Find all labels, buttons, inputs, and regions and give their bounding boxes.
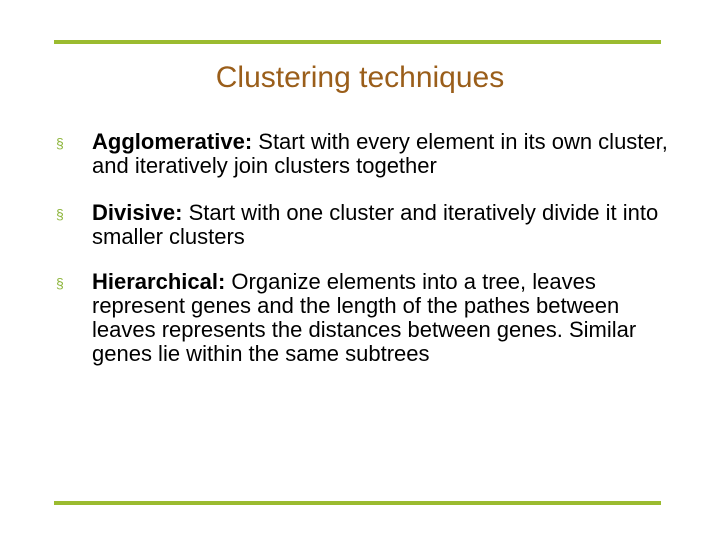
bottom-divider bbox=[54, 501, 661, 505]
bullet-text bbox=[92, 201, 672, 249]
bullet-term: Divisive: bbox=[92, 200, 183, 225]
bullet-marker-icon: § bbox=[56, 135, 64, 151]
bullet-description: Organize elements into a tree, leaves represent genes and the length of the pathes between leaves represents the distances between genes. Similar genes lie within the same subtrees bbox=[92, 269, 637, 366]
bullet-term: Agglomerative: bbox=[92, 129, 253, 154]
slide-title: Clustering techniques bbox=[215, 61, 505, 94]
bullet-marker-icon: § bbox=[56, 206, 64, 222]
bullet-text bbox=[92, 130, 672, 178]
bullet-term: Hierarchical: bbox=[92, 269, 226, 294]
bullet-description: Start with every element in its own cluster, and iteratively join clusters together bbox=[92, 129, 668, 178]
bullet-marker-icon: § bbox=[56, 275, 64, 291]
bullet-text bbox=[92, 270, 672, 366]
bullet-description: Start with one cluster and iteratively divide it into smaller clusters bbox=[92, 200, 659, 249]
